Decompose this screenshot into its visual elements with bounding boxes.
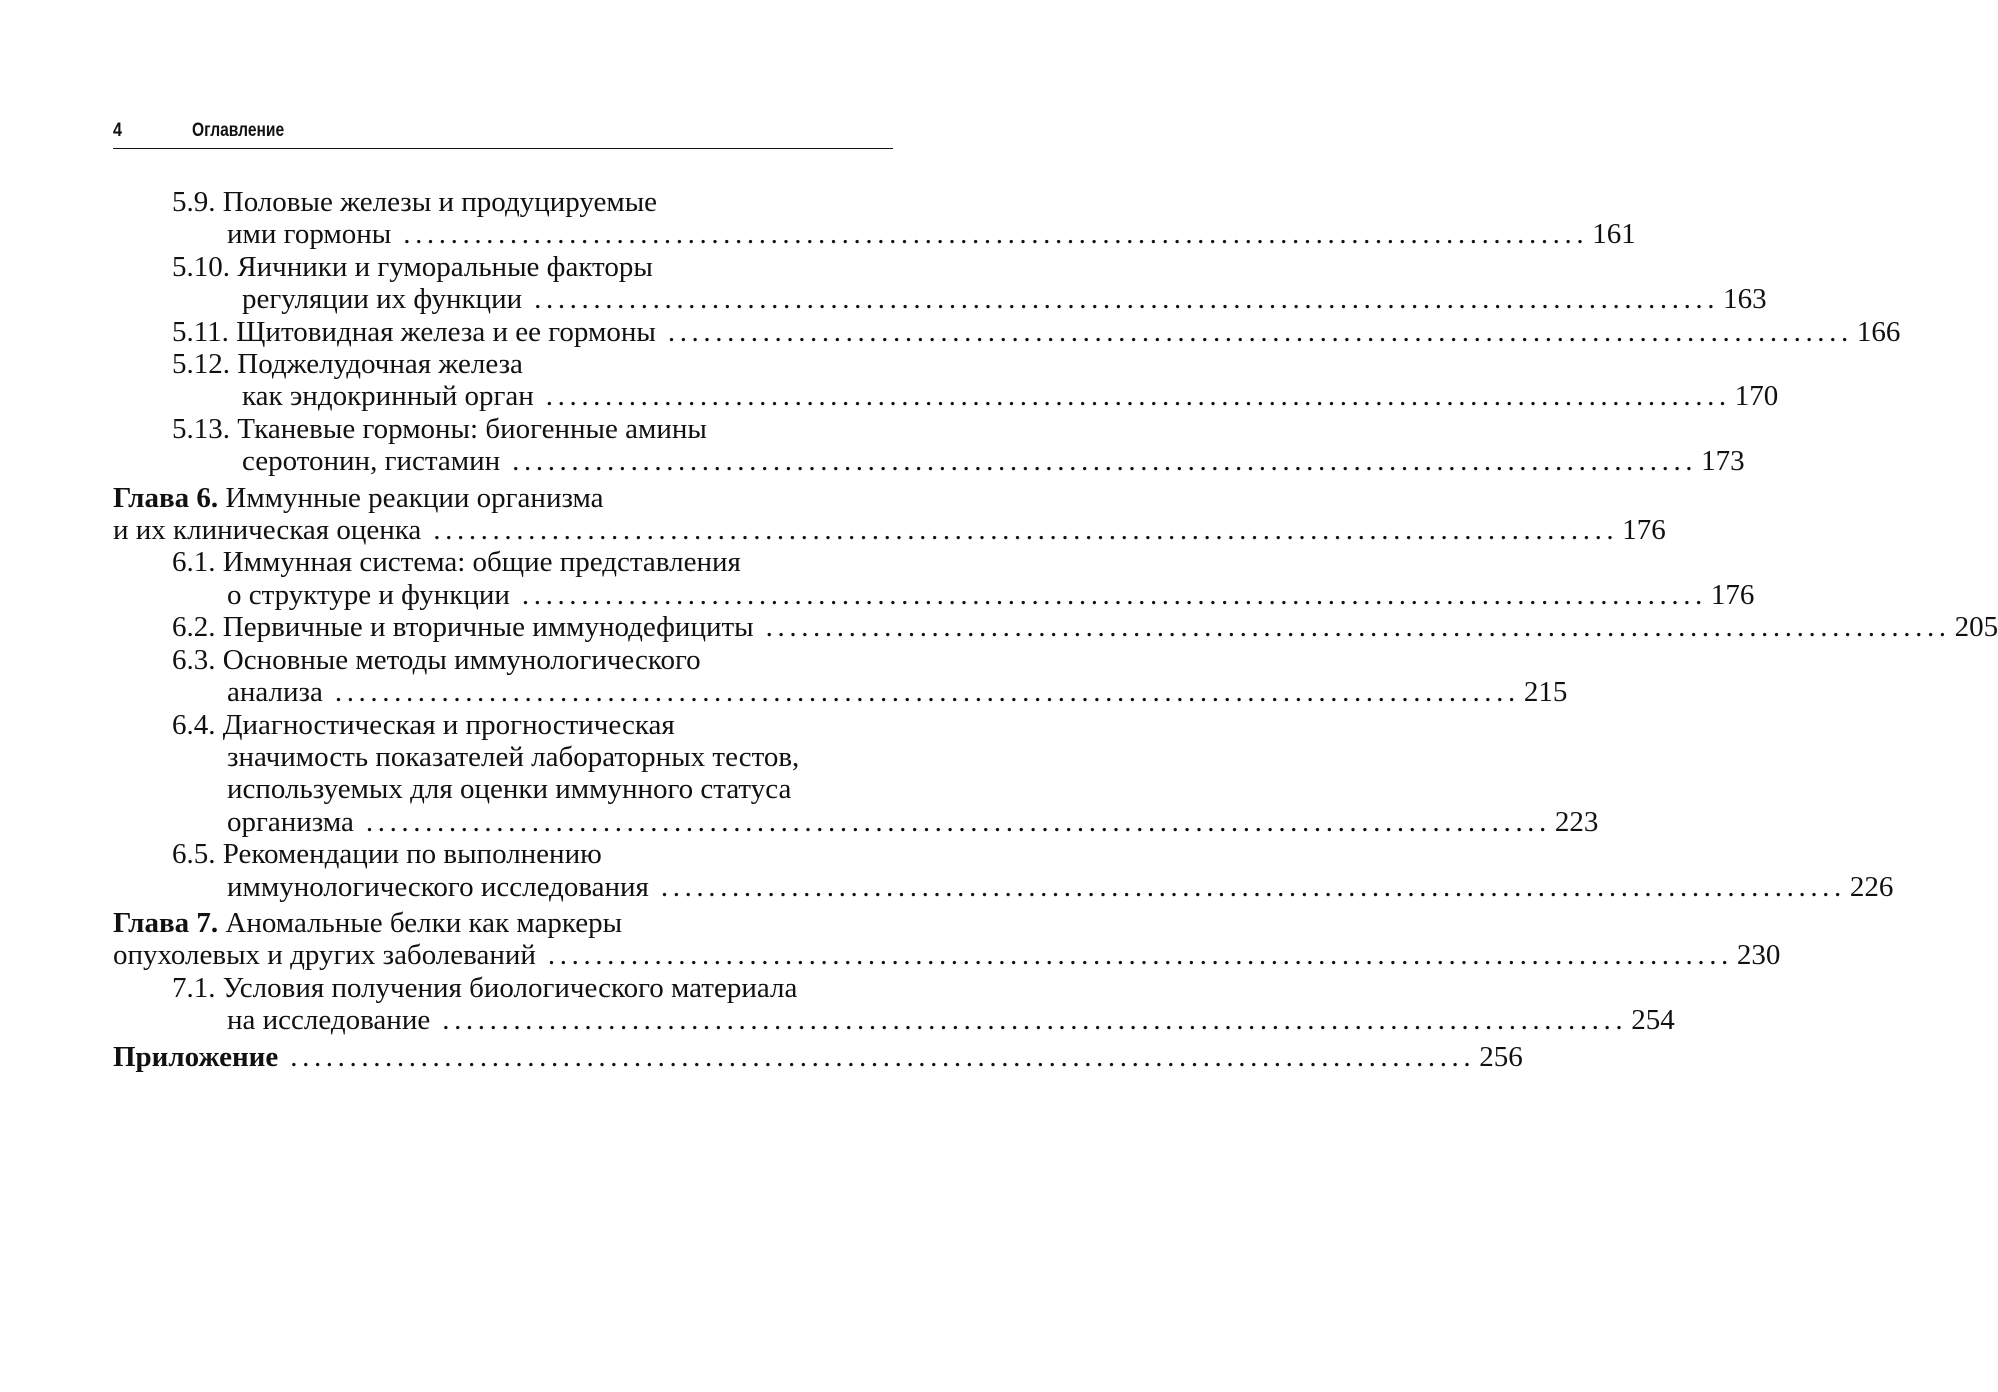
leader-dots: .................................................................................................... <box>365 805 1551 838</box>
toc-entry-5-13[interactable] <box>113 412 1745 478</box>
leader-dots: .................................................................................................... <box>667 315 1853 348</box>
toc-page-number: 230 <box>1736 939 1781 972</box>
running-title: Оглавление <box>192 120 285 141</box>
toc-entry-text: 6.2. Первичные и вторичные иммунодефициты <box>172 611 754 644</box>
toc-entry-text: о структуре и функции <box>227 578 510 611</box>
toc-entry-text: ими гормоны <box>227 218 392 251</box>
toc-page-number: 173 <box>1701 445 1745 478</box>
toc-page-number: 226 <box>1849 870 1894 903</box>
toc-entry-text: значимость показателей лабораторных тестов, <box>227 740 800 773</box>
leader-dots: .................................................................................................... <box>521 578 1707 611</box>
toc-entry-text: серотонин, гистамин <box>242 445 501 478</box>
toc-entry-text: 5.11. Щитовидная железа и ее гормоны <box>172 315 656 348</box>
toc-page-number: 166 <box>1856 315 1901 348</box>
toc-entry-text: иммунологического исследования <box>227 870 649 903</box>
toc-entry-text: 6.1. Иммунная система: общие представления <box>172 546 741 579</box>
table-of-contents <box>113 186 1998 1073</box>
toc-page-number: 223 <box>1554 805 1599 838</box>
toc-entry-text: используемых для оценки иммунного статуса <box>227 773 792 806</box>
toc-entry-text: как эндокринный орган <box>242 380 534 413</box>
toc-page-number: 176 <box>1710 578 1755 611</box>
toc-page-number: 205 <box>1954 611 1998 644</box>
toc-entry-5-9[interactable] <box>113 186 1636 251</box>
toc-entry-7-1[interactable] <box>113 971 1675 1037</box>
leader-dots: .................................................................................................... <box>547 939 1733 972</box>
toc-page-number: 254 <box>1631 1004 1675 1037</box>
toc-chapter-7[interactable] <box>113 906 1781 972</box>
leader-dots: .................................................................................................... <box>334 676 1520 709</box>
toc-appendix[interactable] <box>113 1040 1523 1073</box>
toc-entry-text: 5.13. Тканевые гормоны: биогенные амины <box>172 412 707 445</box>
toc-entry-text: 5.9. Половые железы и продуцируемые <box>172 186 658 218</box>
toc-page-number: 163 <box>1723 283 1767 316</box>
toc-page-number: 170 <box>1734 380 1779 413</box>
toc-page-number: 215 <box>1523 676 1568 709</box>
leader-dots: .................................................................................................... <box>765 611 1951 644</box>
toc-page-number: 176 <box>1622 514 1666 547</box>
toc-entry-6-1[interactable] <box>113 546 1755 611</box>
toc-entry-text: 7.1. Условия получения биологического материала <box>172 971 798 1004</box>
toc-entry-5-10[interactable] <box>113 250 1767 316</box>
toc-entry-text: и их клиническая оценка <box>113 514 422 547</box>
toc-entry-text: 5.12. Поджелудочная железа <box>172 348 523 381</box>
toc-entry-5-12[interactable] <box>113 348 1779 413</box>
toc-entry-text: регуляции их функции <box>242 283 523 316</box>
toc-entry-text: Аномальные белки как маркеры <box>218 906 623 939</box>
chapter-label: Глава 7. <box>113 906 219 939</box>
leader-dots: .................................................................................................... <box>290 1040 1476 1073</box>
toc-entry-text: организма <box>227 805 354 838</box>
toc-chapter-6[interactable] <box>113 481 1666 547</box>
toc-entry-text: 6.3. Основные методы иммунологического <box>172 643 701 676</box>
toc-entry-6-3[interactable] <box>113 643 1568 709</box>
toc-entry-text: 6.5. Рекомендации по выполнению <box>172 838 602 871</box>
toc-entry-6-4[interactable] <box>113 708 1599 839</box>
leader-dots: .................................................................................................... <box>512 445 1698 478</box>
toc-entry-text: анализа <box>227 676 323 709</box>
leader-dots: .................................................................................................... <box>545 380 1731 413</box>
toc-entry-6-2[interactable] <box>113 611 1998 644</box>
toc-entry-6-5[interactable] <box>113 838 1894 903</box>
toc-entry-text: Иммунные реакции организма <box>218 481 604 514</box>
leader-dots: .................................................................................................... <box>442 1004 1628 1037</box>
toc-entry-text: опухолевых и других заболеваний <box>113 939 536 972</box>
toc-page-number: 161 <box>1592 218 1636 251</box>
page-number: 4 <box>113 120 122 141</box>
leader-dots: .................................................................................................... <box>433 514 1619 547</box>
toc-entry-text: на исследование <box>227 1004 431 1037</box>
leader-dots: .................................................................................................... <box>534 283 1720 316</box>
toc-entry-text: 6.4. Диагностическая и прогностическая <box>172 708 675 741</box>
toc-page-number: 256 <box>1479 1040 1523 1073</box>
toc-entry-5-11[interactable] <box>113 315 1901 348</box>
toc-entry-text: 5.10. Яичники и гуморальные факторы <box>172 250 653 283</box>
appendix-label: Приложение <box>113 1040 279 1073</box>
chapter-label: Глава 6. <box>113 481 219 514</box>
leader-dots: .................................................................................................... <box>403 218 1589 251</box>
running-header <box>113 114 893 149</box>
leader-dots: .................................................................................................... <box>660 870 1846 903</box>
